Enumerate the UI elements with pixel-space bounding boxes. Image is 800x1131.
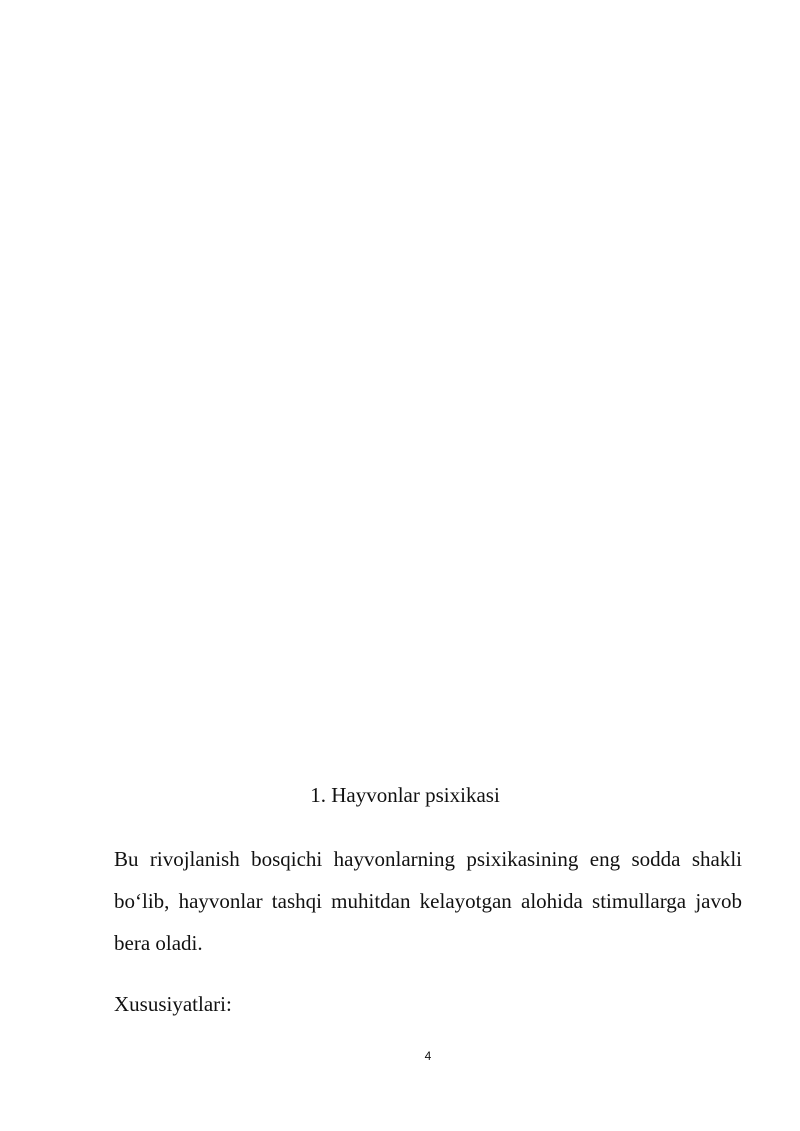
page-number: 4: [424, 1049, 432, 1063]
body-paragraph: Bu rivojlanish bosqichi hayvonlarning psixikasining eng sodda shakli bo‘lib, hayvonlar tashqi muhitdan kelayotgan alohida stimullarga javob bera oladi.: [114, 847, 742, 955]
features-label: Xususiyatlari:: [114, 992, 232, 1016]
section-heading: 1. Hayvonlar psixikasi: [310, 783, 500, 807]
